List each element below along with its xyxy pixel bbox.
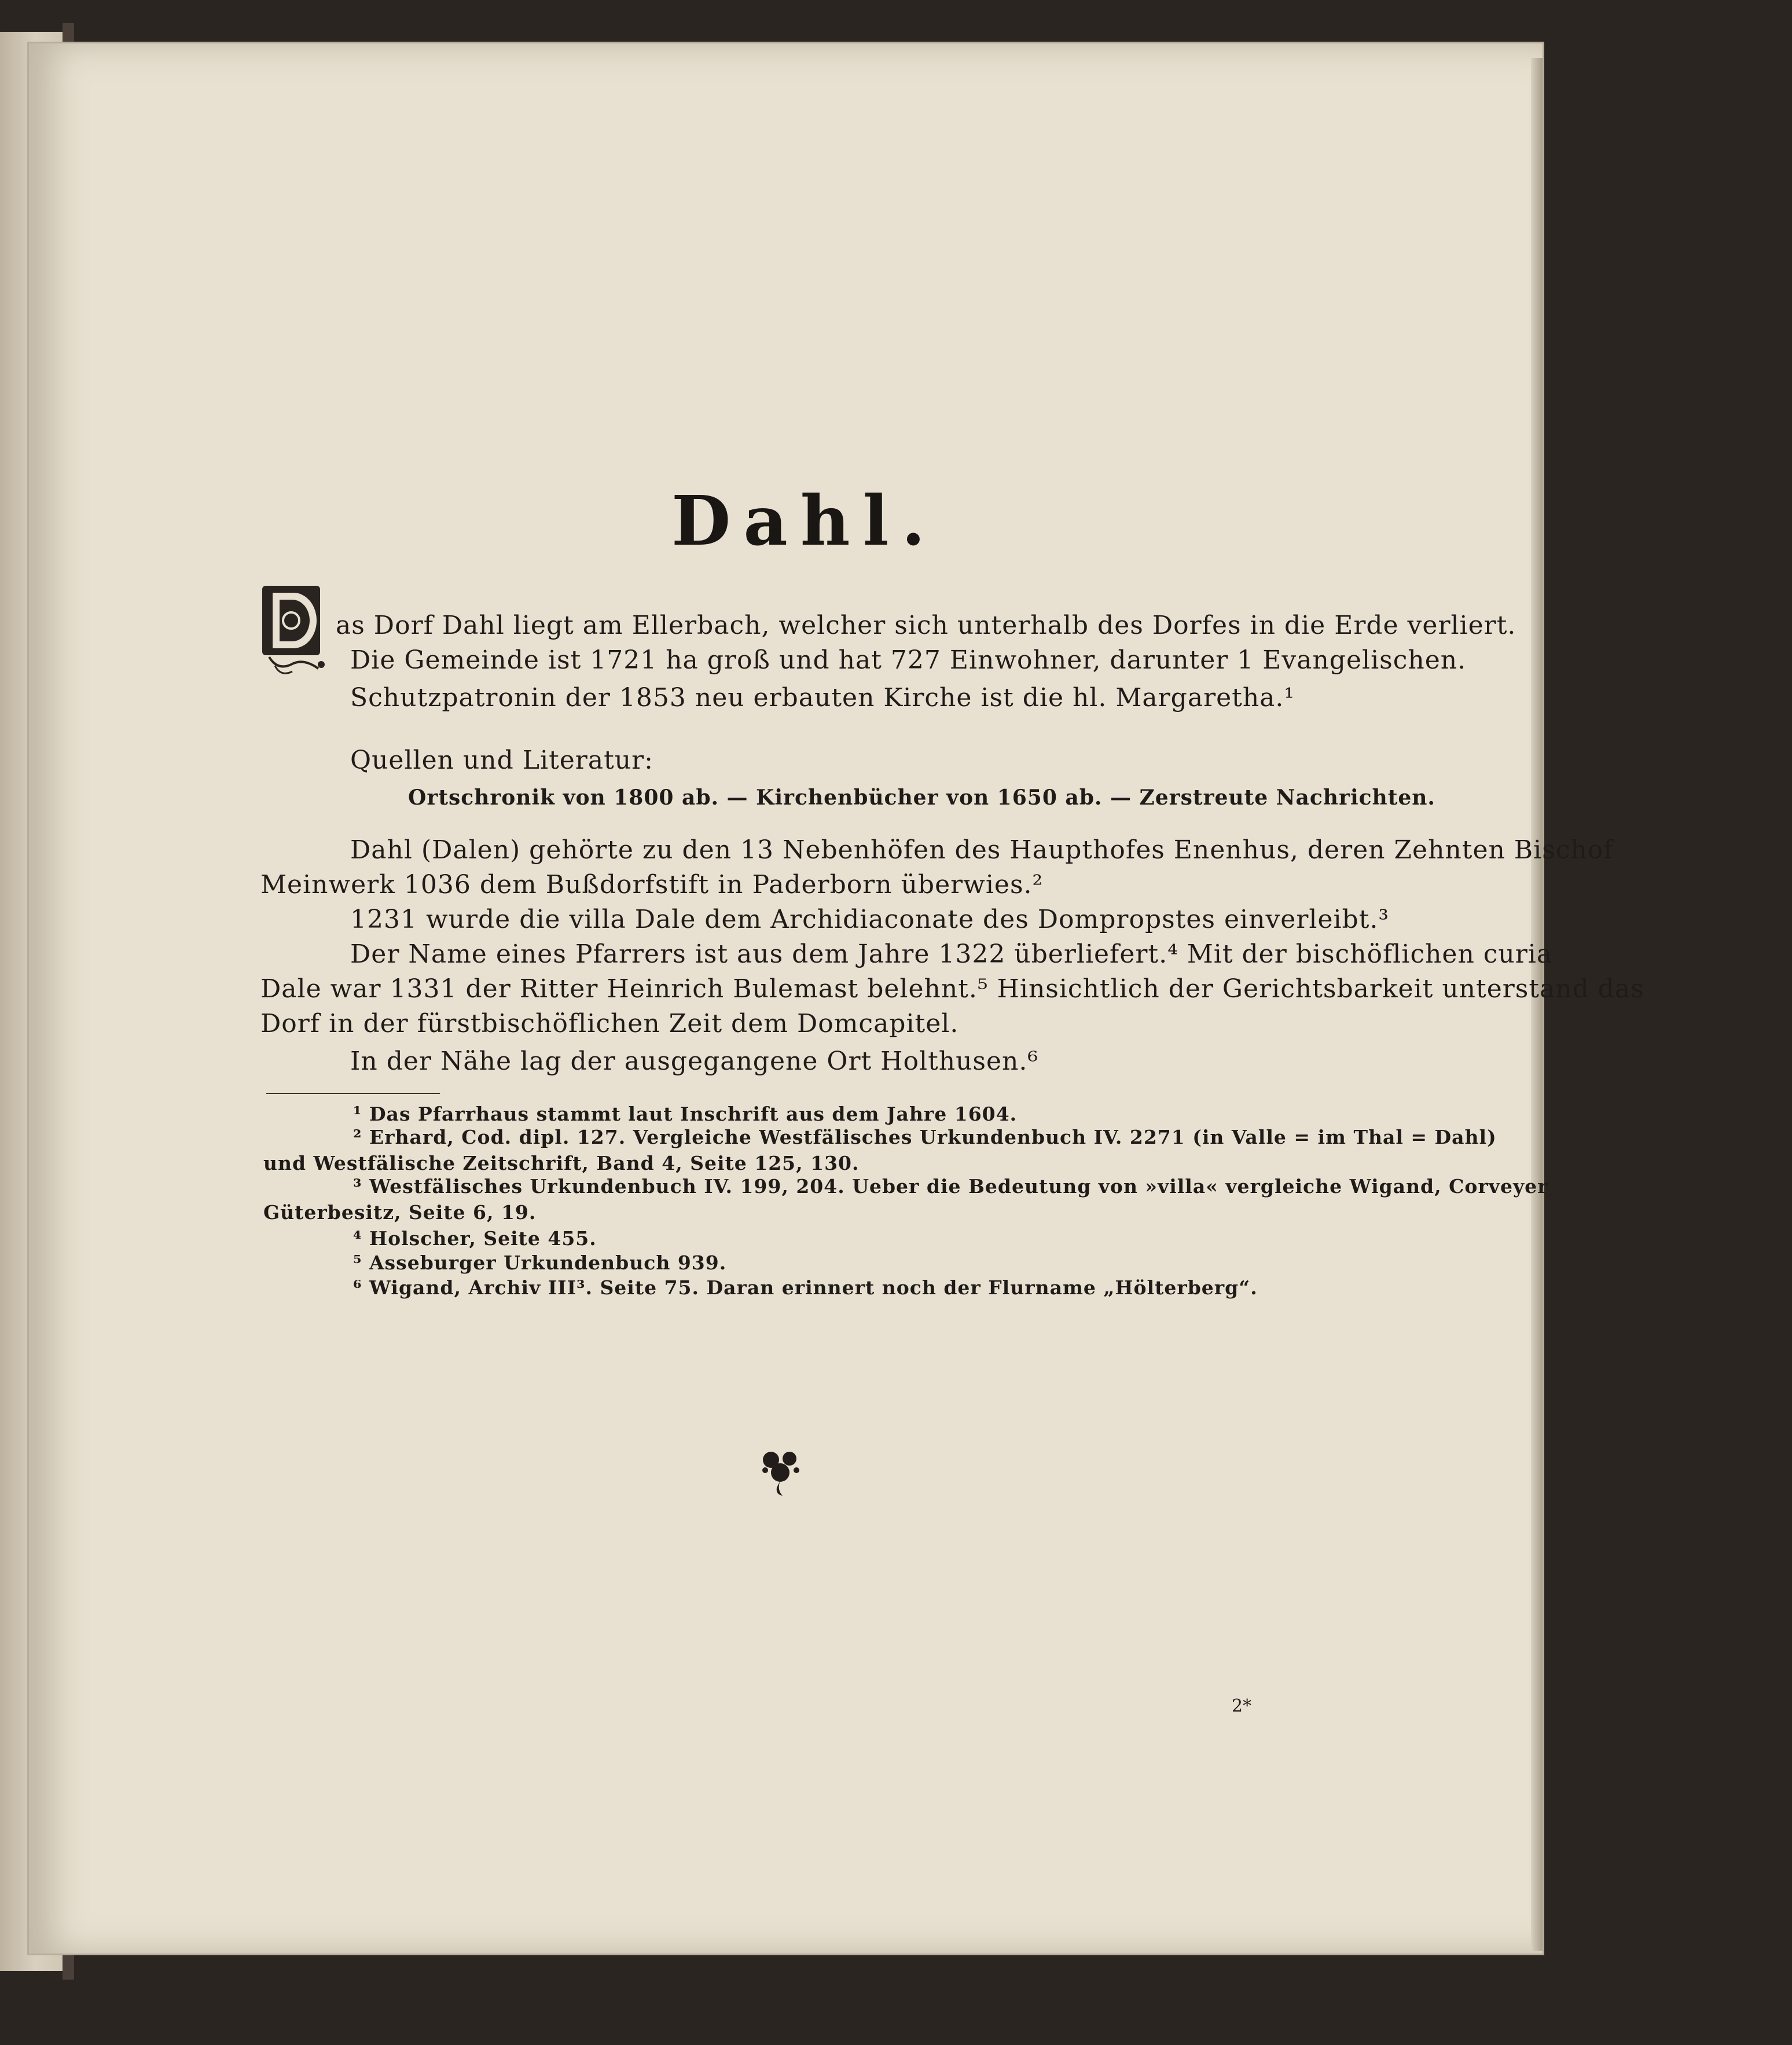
page-number: 2*: [1232, 1696, 1252, 1716]
sources-heading: Quellen und Literatur:: [350, 746, 653, 775]
history-line-1: Dahl (Dalen) gehörte zu den 13 Nebenhöfen des Haupthofes Enenhus, deren Zehnten Bischof: [350, 835, 1614, 865]
history-line-5: Dale war 1331 der Ritter Heinrich Bulemast belehnt.⁵ Hinsichtlich der Gerichtsbarkeit unterstand das: [260, 974, 1644, 1004]
history-line-4: Der Name eines Pfarrers ist aus dem Jahre 1322 überliefert.⁴ Mit der bischöflichen curia: [350, 939, 1553, 969]
footnote-5: ⁵ Asseburger Urkundenbuch 939.: [353, 1251, 727, 1274]
history-line-6: Dorf in der fürstbischöflichen Zeit dem Domcapitel.: [260, 1009, 959, 1038]
footnote-3: ³ Westfälisches Urkundenbuch IV. 199, 204. Ueber die Bedeutung von »villa« vergleiche Wigand, Corveyer: [353, 1175, 1548, 1198]
decorated-initial-d-icon: [258, 579, 336, 683]
footnote-2: ² Erhard, Cod. dipl. 127. Vergleiche Westfälisches Urkundenbuch IV. 2271 (in Valle = im Thal = Dahl): [353, 1126, 1497, 1148]
footnote-2-cont: und Westfälische Zeitschrift, Band 4, Seite 125, 130.: [263, 1152, 860, 1174]
footnote-4: ⁴ Holscher, Seite 455.: [353, 1227, 597, 1250]
intro-line-1: as Dorf Dahl liegt am Ellerbach, welcher sich unterhalb des Dorfes in die Erde verliert.: [336, 611, 1516, 640]
history-line-3: 1231 wurde die villa Dale dem Archidiaconate des Dompropstes einverleibt.³: [350, 905, 1390, 934]
footnote-6: ⁶ Wigand, Archiv III³. Seite 75. Daran erinnert noch der Flurname „Hölterberg“.: [353, 1276, 1258, 1299]
intro-line-3: Schutzpatronin der 1853 neu erbauten Kirche ist die hl. Margaretha.¹: [350, 683, 1295, 713]
footnote-divider: [266, 1093, 440, 1094]
page-right-edge: [1531, 58, 1543, 1951]
sources-text: Ortschronik von 1800 ab. — Kirchenbücher von 1650 ab. — Zerstreute Nachrichten.: [408, 785, 1435, 810]
initial-letter: [282, 596, 283, 597]
history-line-7: In der Nähe lag der ausgegangene Ort Holthusen.⁶: [350, 1047, 1039, 1076]
history-line-2: Meinwerk 1036 dem Bußdorfstift in Paderborn überwies.²: [260, 870, 1044, 899]
intro-line-2: Die Gemeinde ist 1721 ha groß und hat 727 Einwohner, darunter 1 Evangelischen.: [350, 645, 1467, 675]
page-title: Dahl.: [671, 480, 938, 561]
fleuron-ornament-icon: [758, 1447, 805, 1499]
footnote-3-cont: Güterbesitz, Seite 6, 19.: [263, 1201, 537, 1224]
footnote-1: ¹ Das Pfarrhaus stammt laut Inschrift aus dem Jahre 1604.: [353, 1103, 1018, 1125]
